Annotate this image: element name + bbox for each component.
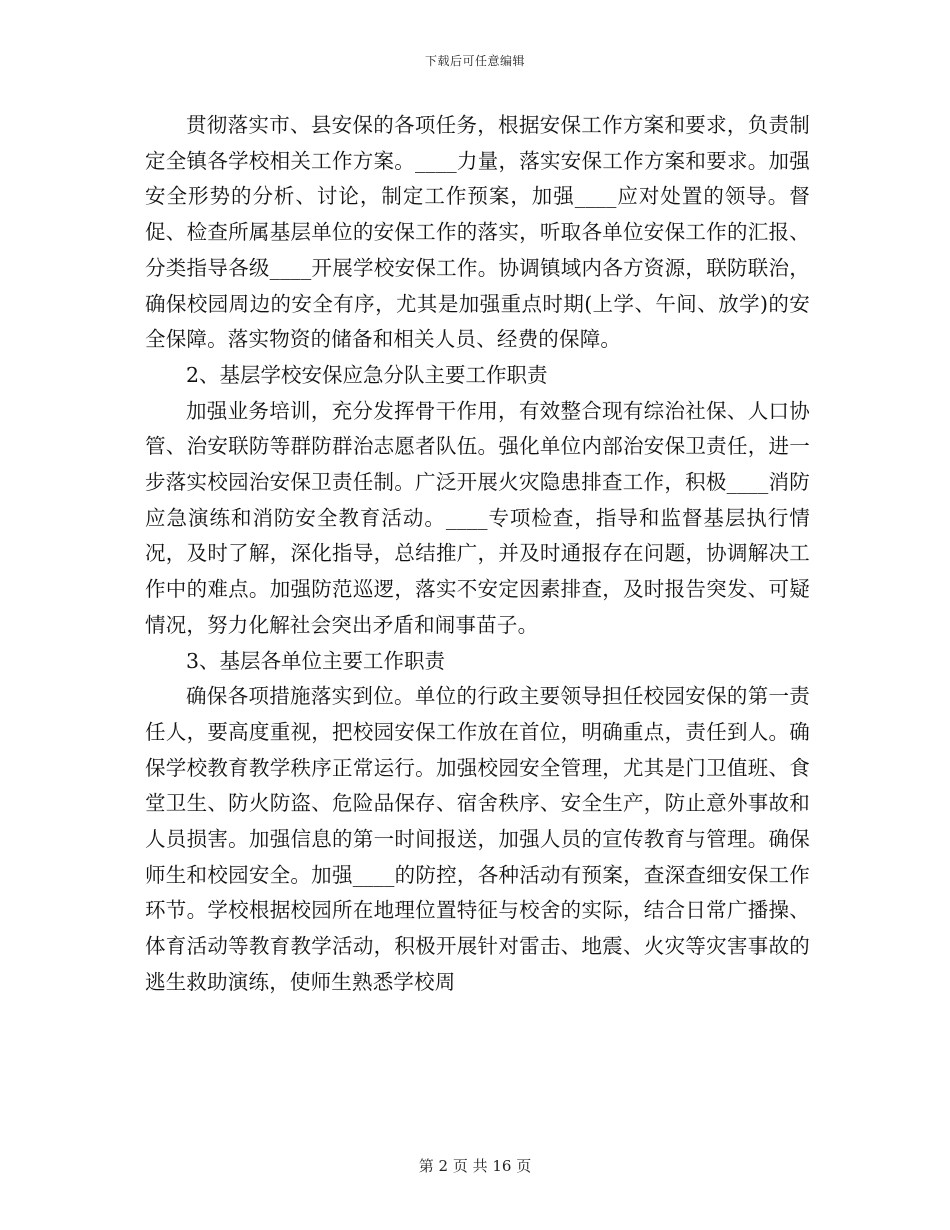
section-heading-2: 2、基层学校安保应急分队主要工作职责 [186,362,548,387]
page-number: 第 2 页 共 16 页 [418,1157,532,1175]
paragraph-3: 确保各项措施落实到位。单位的行政主要领导担任校园安保的第一责任人，要高度重视，把校园安保工作放在首位，明确重点，责任到人。确保学校教育教学秩序正常运行。加强校园安全管理，尤其是门卫值班、食堂卫生、防火防盗、危险品保存、宿舍秩序、安全生产，防止意外事故和人员损害。加强信息的第一时间报送，加强人员的宣传教育与管理。确保师生和校园安全。加强____的防控，各种活动有预案，查深查细安保工作环节。学校根据校园所在地理位置特征与校舍的实际，结合日常广播操、体育活动等教育教学活动，积极开展针对雷击、地震、火灾等灾害事故的逃生救助演练，使师生熟悉学校周 [145,684,810,994]
page-header-note: 下载后可任意编辑 [424,54,525,68]
paragraph-1: 贯彻落实市、县安保的各项任务，根据安保工作方案和要求，负责制定全镇各学校相关工作方案。____力量，落实安保工作方案和要求。加强安全形势的分析、讨论，制定工作预案，加强____应对处置的领导。督促、检查所属基层单位的安保工作的落实，听取各单位安保工作的汇报、分类指导各级____开展学校安保工作。协调镇域内各方资源，联防联治，确保校园周边的安全有序，尤其是加强重点时期(上学、午间、放学)的安全保障。落实物资的储备和相关人员、经费的保障。 [145,113,810,352]
section-heading-3: 3、基层各单位主要工作职责 [186,648,446,673]
paragraph-2: 加强业务培训，充分发挥骨干作用，有效整合现有综治社保、人口协管、治安联防等群防群治志愿者队伍。强化单位内部治安保卫责任，进一步落实校园治安保卫责任制。广泛开展火灾隐患排查工作，积极____消防应急演练和消防安全教育活动。____专项检查，指导和监督基层执行情况，及时了解，深化指导，总结推广，并及时通报存在问题，协调解决工作中的难点。加强防范巡逻，落实不安定因素排查，及时报告突发、可疑情况，努力化解社会突出矛盾和闹事苗子。 [145,398,810,637]
document-body [145,108,810,1001]
